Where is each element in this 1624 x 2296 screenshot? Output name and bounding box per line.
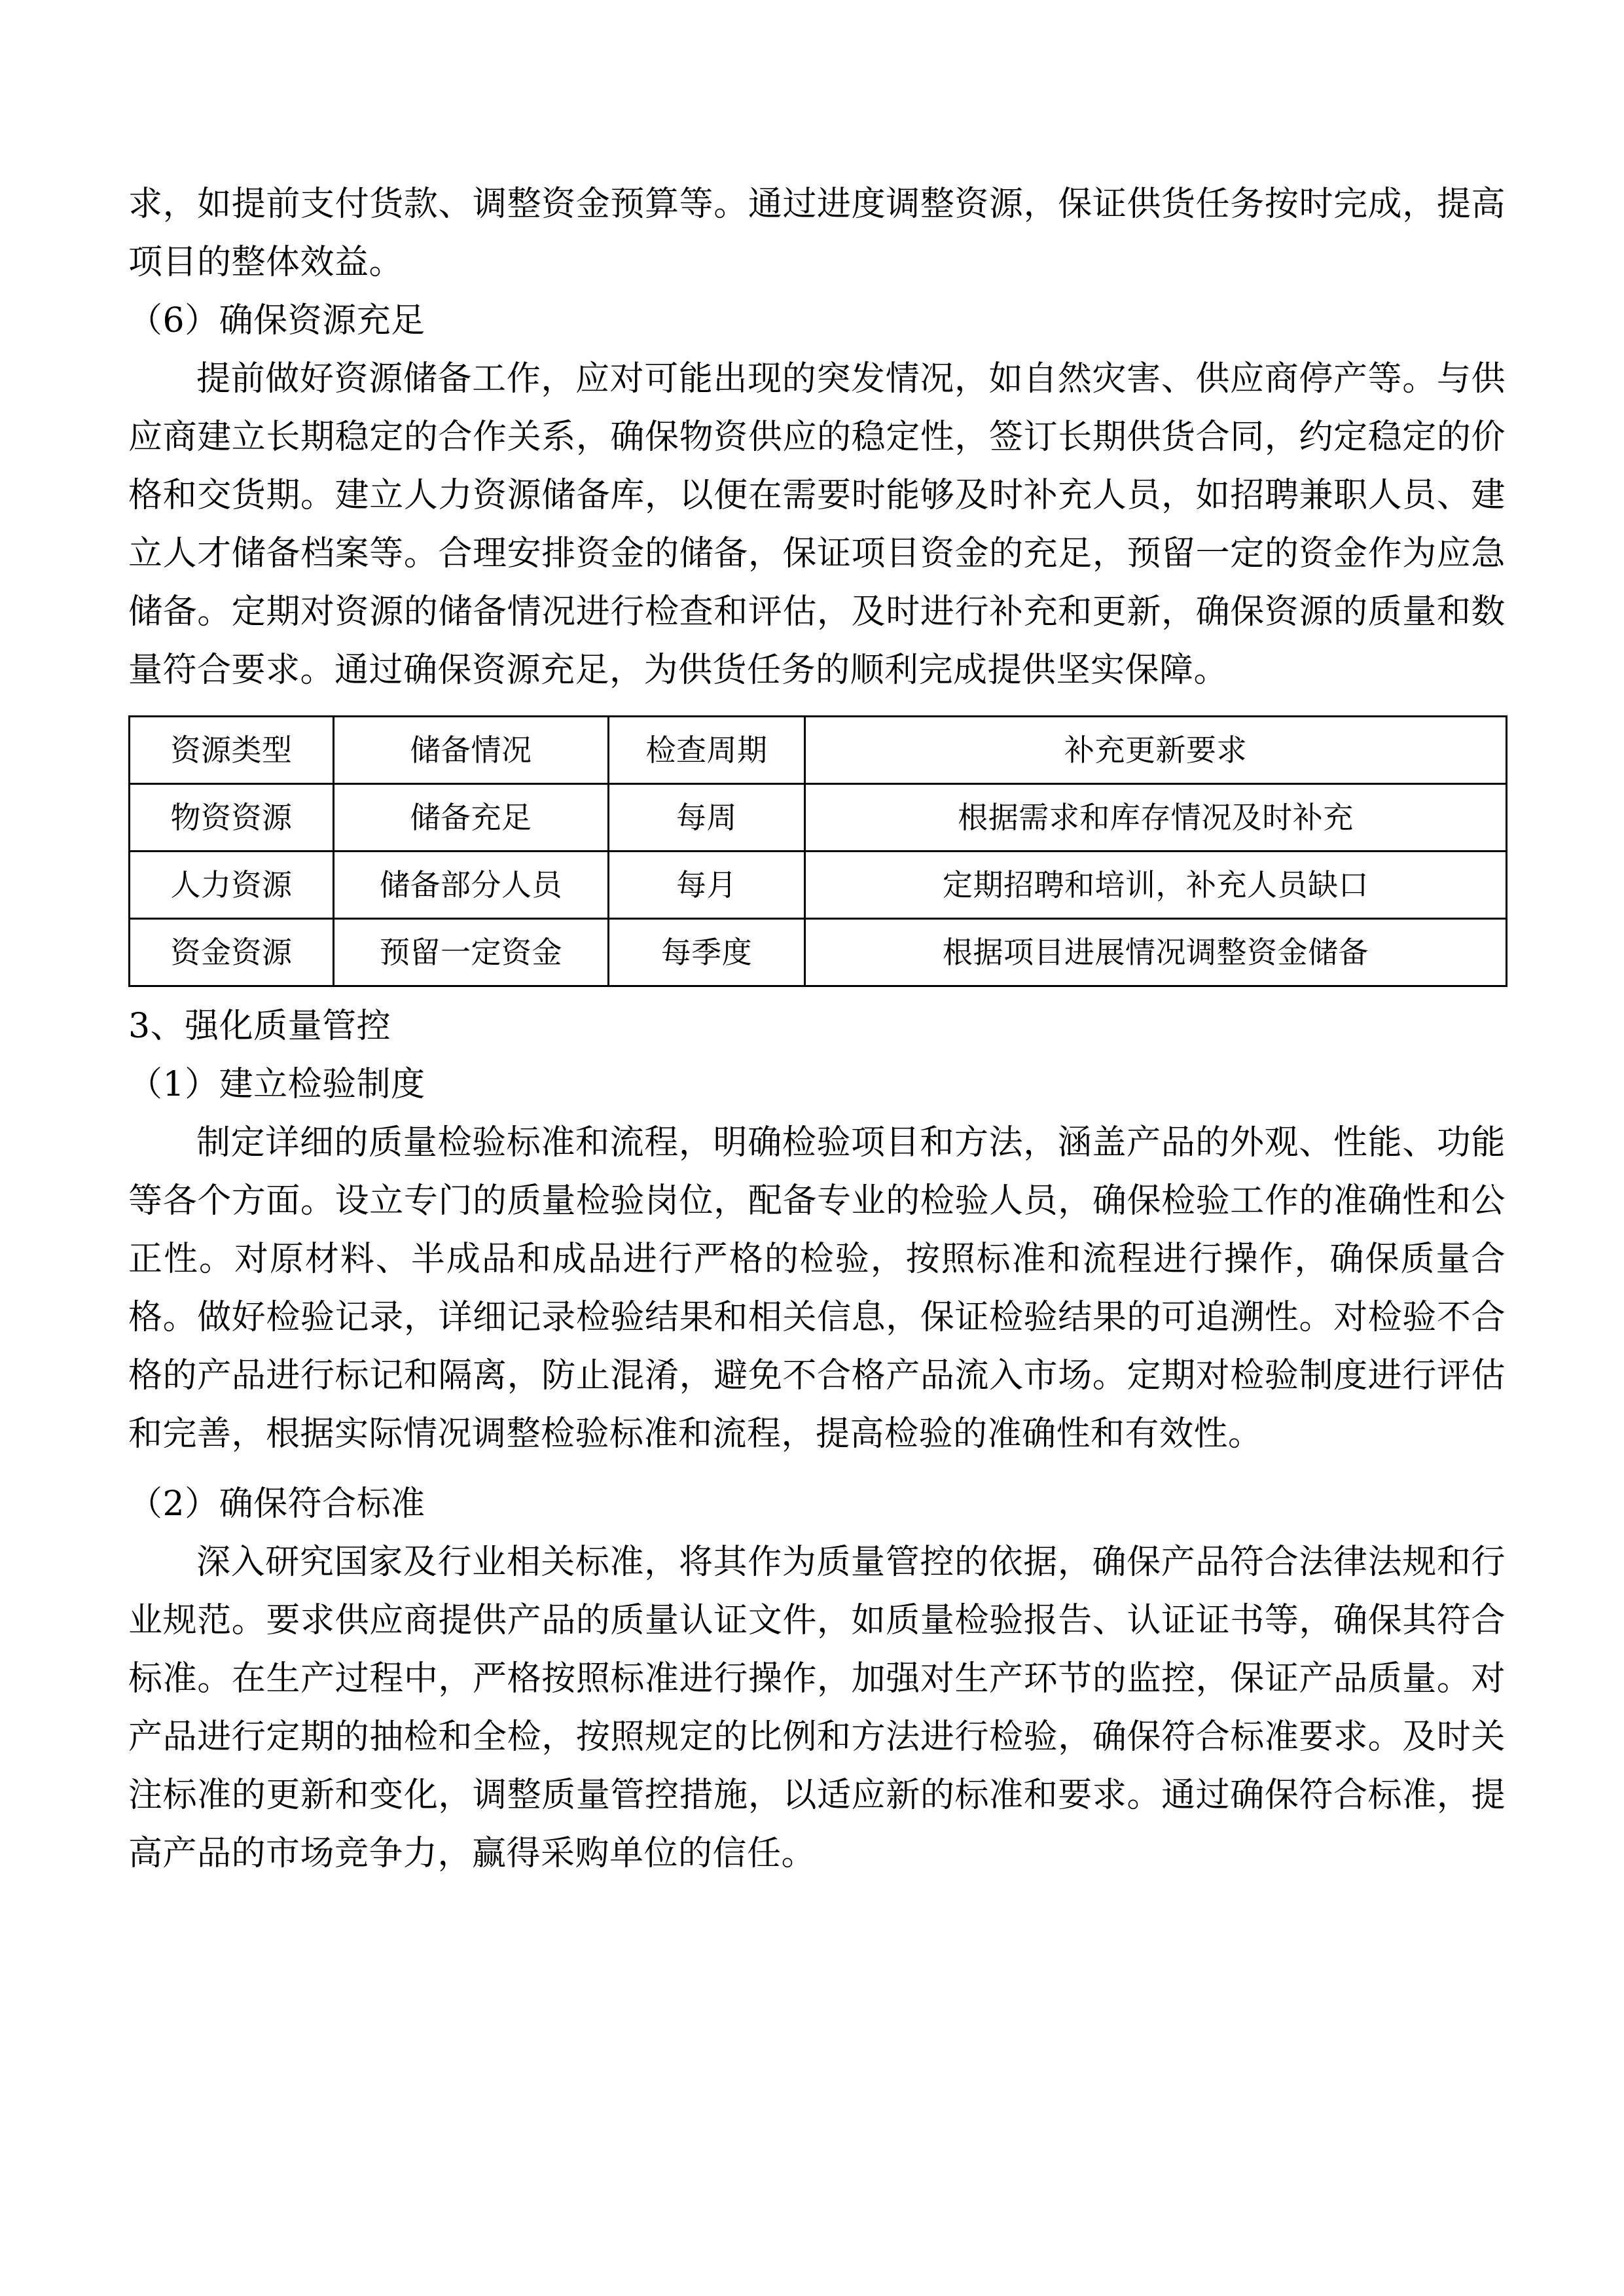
table-cell-resource-type: 物资资源 <box>130 784 334 852</box>
table-header-cell-check-cycle: 检查周期 <box>609 717 805 784</box>
heading-establish-inspection-system: （1）建立检验制度 <box>128 1065 425 1104</box>
document-body <box>128 175 1506 1883</box>
table-row <box>130 852 1507 919</box>
table-cell-replenish-requirement: 根据项目进展情况调整资金储备 <box>805 919 1507 986</box>
table-cell-replenish-requirement: 定期招聘和培训，补充人员缺口 <box>805 852 1507 919</box>
table-cell-reserve-status: 预留一定资金 <box>334 919 609 986</box>
table-cell-check-cycle: 每季度 <box>609 919 805 986</box>
table-cell-reserve-status: 储备部分人员 <box>334 852 609 919</box>
table-cell-resource-type: 人力资源 <box>130 852 334 919</box>
table-cell-resource-type: 资金资源 <box>130 919 334 986</box>
paragraph-spacer <box>128 1463 1506 1475</box>
resource-reserve-table <box>128 715 1507 987</box>
table-header-cell-reserve-status: 储备情况 <box>334 717 609 784</box>
heading-ensure-adequate-resources: （6）确保资源充足 <box>128 301 425 340</box>
paragraph-continued-top: 求，如提前支付货款、调整资金预算等。通过进度调整资源，保证供货任务按时完成，提高项目的整体效益。 <box>128 185 1506 282</box>
table-cell-replenish-requirement: 根据需求和库存情况及时补充 <box>805 784 1507 852</box>
table-row <box>130 919 1507 986</box>
table-cell-check-cycle: 每周 <box>609 784 805 852</box>
heading-ensure-standard-compliance: （2）确保符合标准 <box>128 1484 425 1524</box>
paragraph-standard-compliance: 深入研究国家及行业相关标准，将其作为质量管控的依据，确保产品符合法律法规和行业规范。要求供应商提供产品的质量认证文件，如质量检验报告、认证证书等，确保其符合标准。在生产过程中，严格按照标准进行操作，加强对生产环节的监控，保证产品质量。对产品进行定期的抽检和全检，按照规定的比例和方法进行检验，确保符合标准要求。及时关注标准的更新和变化，调整质量管控措施，以适应新的标准和要求。通过确保符合标准，提高产品的市场竞争力，赢得采购单位的信任。 <box>128 1543 1506 1873</box>
paragraph-inspection-system: 制定详细的质量检验标准和流程，明确检验项目和方法，涵盖产品的外观、性能、功能等各个方面。设立专门的质量检验岗位，配备专业的检验人员，确保检验工作的准确性和公正性。对原材料、半成品和成品进行严格的检验，按照标准和流程进行操作，确保质量合格。做好检验记录，详细记录检验结果和相关信息，保证检验结果的可追溯性。对检验不合格的产品进行标记和隔离，防止混淆，避免不合格产品流入市场。定期对检验制度进行评估和完善，根据实际情况调整检验标准和流程，提高检验的准确性和有效性。 <box>128 1123 1506 1454</box>
table-row <box>130 784 1507 852</box>
heading-strengthen-quality-control: 3、强化质量管控 <box>128 1007 391 1046</box>
table-header-row <box>130 717 1507 784</box>
table-cell-reserve-status: 储备充足 <box>334 784 609 852</box>
table-cell-check-cycle: 每月 <box>609 852 805 919</box>
table-header-cell-replenish-requirement: 补充更新要求 <box>805 717 1507 784</box>
paragraph-resource-reserve: 提前做好资源储备工作，应对可能出现的突发情况，如自然灾害、供应商停产等。与供应商建立长期稳定的合作关系，确保物资供应的稳定性，签订长期供货合同，约定稳定的价格和交货期。建立人力资源储备库，以便在需要时能够及时补充人员，如招聘兼职人员、建立人才储备档案等。合理安排资金的储备，保证项目资金的充足，预留一定的资金作为应急储备。定期对资源的储备情况进行检查和评估，及时进行补充和更新，确保资源的质量和数量符合要求。通过确保资源充足，为供货任务的顺利完成提供坚实保障。 <box>128 359 1506 690</box>
table-header-cell-resource-type: 资源类型 <box>130 717 334 784</box>
